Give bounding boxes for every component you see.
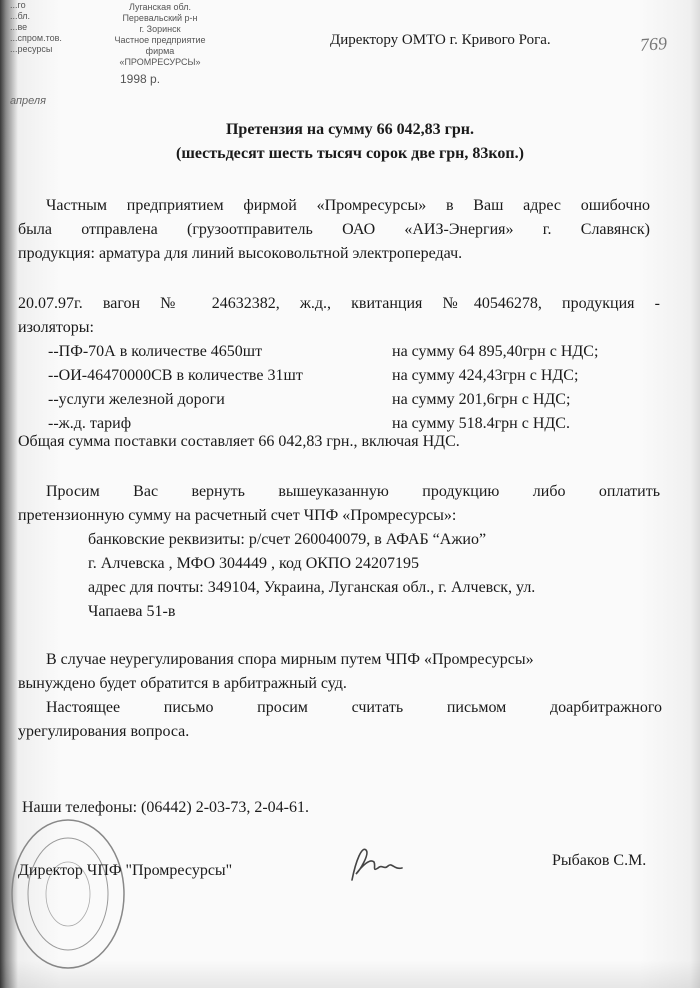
intro-line-2: была отправлена (грузоотправитель ОАО «АИЗ-Энергия» г. Славянск) (18, 221, 650, 238)
bank-line-3: адрес для почты: 349104, Украина, Луганская обл., г. Алчевск, ул. (88, 579, 536, 596)
bank-line-1: банковские реквизиты: р/счет 260040079, в АФАБ “Ажио” (88, 531, 487, 548)
letter-line-2: урегулирования вопроса. (18, 723, 190, 740)
director-name: Рыбаков С.М. (552, 852, 647, 869)
stamp-right-line: Луганская обл. (128, 2, 192, 12)
intro-line-3: продукция: арматура для линий высоковольтной электропередач. (18, 245, 463, 262)
letter-line-1: Настоящее письмо просим считать письмом доарбитражного (46, 699, 662, 716)
bank-line-4: Чапаева 51-в (88, 603, 176, 620)
stamp-right-line: фирма (145, 46, 175, 56)
item-amount: на сумму 518.4грн с НДС. (392, 415, 570, 432)
item-name: --ж.д. тариф (48, 415, 132, 432)
stamp-left-line: ...ве (10, 22, 28, 32)
item-amount: на сумму 424,43грн с НДС; (392, 367, 579, 384)
request-line-1-wrap (18, 480, 660, 504)
handwritten-number: 769 (639, 33, 668, 55)
stamp-left-line: ...го (10, 0, 26, 10)
item-amount: на сумму 201,6грн с НДС; (392, 391, 571, 408)
stamp-left-line: ...бл. (10, 11, 31, 21)
stamp-left-column (10, 0, 80, 55)
stamp-year: 1998 р. (120, 72, 161, 86)
request-line-1: Просим Вас вернуть вышеуказанную продукцию либо оплатить (46, 483, 660, 500)
request-line-2: претензионную сумму на расчетный счет ЧПФ «Промресурсы»: (18, 507, 457, 524)
claim-title (90, 118, 610, 166)
stamp-right-line: Частное предприятие (114, 35, 206, 45)
stamp-left-line: ...ресурсы (10, 44, 53, 54)
phones-line: Наши телефоны: (06442) 2-03-73, 2-04-61. (22, 799, 310, 816)
stamp-date: апреля (10, 95, 46, 107)
title-line-2: (шестьдесят шесть тысяч сорок две грн, 83коп.) (176, 145, 524, 162)
total-line: Общая сумма поставки составляет 66 042,83 грн., включая НДС. (18, 433, 460, 450)
stamp-left-line: ...спром.тов. (10, 33, 62, 43)
bank-line-2: г. Алчевска , МФО 304449 , код ОКПО 24207195 (88, 555, 420, 572)
intro-line-1-wrap (18, 194, 650, 218)
item-name: --услуги железной дороги (48, 391, 225, 408)
registration-stamp (10, 0, 235, 112)
round-seal (10, 812, 130, 972)
item-amount: на сумму 64 895,40грн с НДС; (392, 343, 599, 360)
addressee: Директору ОМТО г. Кривого Рога. (330, 32, 551, 48)
shipment-line-2: изоляторы: (18, 319, 94, 336)
dispute-line-2: вынуждено будет обратится в арбитражный суд. (18, 675, 347, 692)
stamp-right-line: Перевальский р-н (122, 13, 198, 23)
stamp-right-line: г. Зоринск (139, 24, 181, 34)
item-name: --ОИ-46470000СВ в количестве 31шт (48, 367, 303, 384)
dispute-line-1: В случае неурегулирования спора мирным путем ЧПФ «Промресурсы» (46, 651, 534, 668)
title-line-1: Претензия на сумму 66 042,83 грн. (225, 121, 474, 138)
director-title: Директор ЧПФ "Промресурсы" (18, 862, 233, 879)
stamp-right-line: «ПРОМРЕСУРСЫ» (119, 57, 201, 67)
shipment-line-1: 20.07.97г. вагон № 24632382, ж.д., квитанция №40546278, продукция - (18, 295, 660, 312)
stamp-right-column (90, 2, 230, 68)
intro-line-1: Частным предприятием фирмой «Промресурсы» в Ваш адрес ошибочно (46, 197, 650, 214)
signature (348, 840, 408, 890)
item-name: --ПФ-70А в количестве 4650шт (48, 343, 263, 360)
